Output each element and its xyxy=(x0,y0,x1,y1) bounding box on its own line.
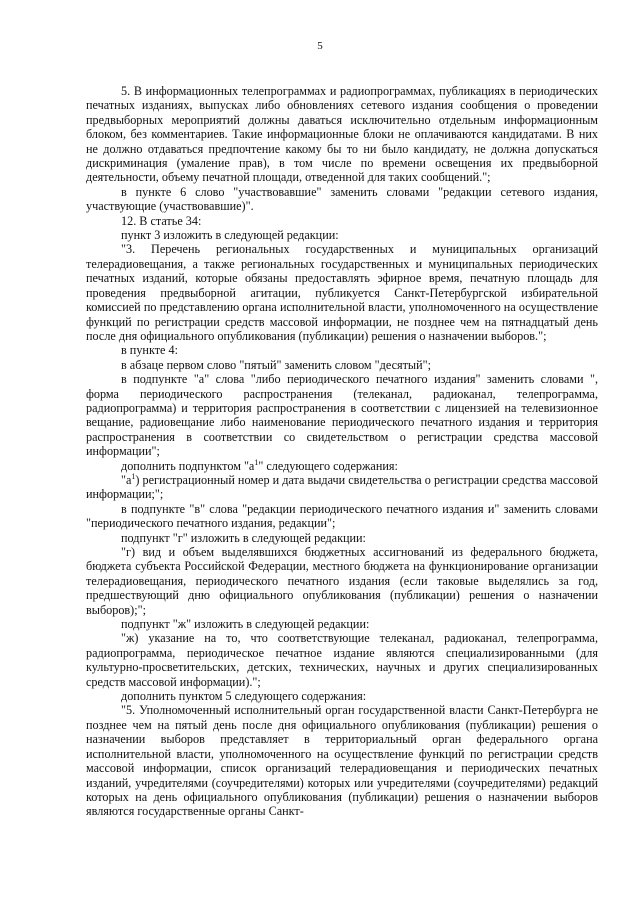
document-body xyxy=(86,84,598,819)
paragraph-subpoint-g-text: "г) вид и объем выделявшихся бюджетных ассигнований из федерального бюджета, бюджета субъекта Российской Федерации, местного бюджета на функционирование организации телерадиовещания, периодического печатного издания (если таковые выделялись за год, предшествующий дню официального опубликования (публикации) решения о назначении выборов);"; xyxy=(86,545,598,617)
a1-prefix: "а xyxy=(121,472,132,487)
paragraph-subpoint-zh-text: "ж) указание на то, что соответствующие телеканал, радиоканал, телепрограмма, радиопрограмма, периодическое печатное издание являются специализированными (для культурно-просветительских, детских, технических, научных и других специализированных средств массовой информации)."; xyxy=(86,631,598,689)
paragraph-subpoint-a: в подпункте "а" слова "либо периодического печатного издания" заменить словами ", форма периодического распространения (телеканал, радиоканал, телепрограмма, радиопрограмма) и территория распространения в соответствии с лицензией на телевизионное вещание, радиовещание либо наименование периодического печатного издания и территория распространения в соответствии со свидетельством о регистрации средства массовой информации"; xyxy=(86,372,598,459)
page-number: 5 xyxy=(317,40,323,52)
paragraph-point-3-intro: пункт 3 изложить в следующей редакции: xyxy=(121,228,339,243)
paragraph-subpoint-g-intro: подпункт "г" изложить в следующей редакции: xyxy=(121,530,366,545)
add-a1-suffix: " следующего содержания: xyxy=(258,458,398,473)
paragraph-point-3-text: "3. Перечень региональных государственных и муниципальных организаций телерадиовещания, а также региональных государственных и муниципальных периодических печатных изданий, которые обязаны предоставлять эфирное время, печатную площадь для проведения предвыборной агитации, публикуется Санкт-Петербургской избирательной комиссией по представлению органа исполнительной власти, уполномоченного на осуществление функций по регистрации средств массовой информации, не позднее чем на пятнадцатый день после дня официального опубликования (публикации) решения о назначении выборов."; xyxy=(86,242,598,343)
paragraph-add-point-5: дополнить пунктом 5 следующего содержания: xyxy=(121,689,367,704)
paragraph-point-6-amendment: в пункте 6 слово "участвовавшие" заменить словами "редакции сетевого издания, участвующие (участвовавшие)". xyxy=(86,184,598,214)
paragraph-add-subpoint-a1 xyxy=(86,459,598,473)
paragraph-point-5-text: "5. Уполномоченный исполнительный орган государственной власти Санкт-Петербурга не позднее чем на пятый день после дня официального опубликования (публикации) решения о назначении выборов представляет в территориальный орган федерального органа исполнительной власти, уполномоченного на осуществление функций по регистрации средств массовой информации, список организаций телерадиовещания и периодических печатных изданий, учредителями (соучредителями) которых или учредителями (соучредителями) редакций которых на день официального опубликования (публикации) решения о назначении выборов являются государственные органы Санкт- xyxy=(86,703,598,819)
paragraph-point-4-intro: в пункте 4: xyxy=(121,343,178,358)
a1-superscript: 1 xyxy=(131,471,136,481)
paragraph-article-34: 12. В статье 34: xyxy=(121,213,202,228)
paragraph-item-5: 5. В информационных телепрограммах и радиопрограммах, публикациях в периодических печатных изданиях, выпусках либо обновлениях сетевого издания сообщения о проведении предвыборных мероприятий должны даваться исключительно отдельным информационным блоком, без комментариев. Такие информационные блоки не оплачиваются кандидатами. В них не должно отдаваться предпочтение какому бы то ни было кандидату, не должна допускаться дискриминация (умаление прав), в том числе по времени освещения их предвыборной деятельности, объему печатной площади, отведенной для таких сообщений."; xyxy=(86,84,598,185)
paragraph-subpoint-a1-text xyxy=(86,473,598,502)
a1-body: регистрационный номер и дата выдачи свидетельства о регистрации средства массовой информации;"; xyxy=(86,472,599,502)
add-a1-prefix: дополнить подпунктом "а xyxy=(121,458,255,473)
paragraph-subpoint-v: в подпункте "в" слова "редакции периодического печатного издания и" заменить словами "периодического печатного издания, редакции"; xyxy=(86,501,598,531)
paragraph-first-abzac: в абзаце первом слово "пятый" заменить словом "десятый"; xyxy=(121,357,431,372)
add-a1-superscript: 1 xyxy=(254,457,259,467)
a1-suffix: ) xyxy=(135,472,140,487)
paragraph-subpoint-zh-intro: подпункт "ж" изложить в следующей редакции: xyxy=(121,617,370,632)
